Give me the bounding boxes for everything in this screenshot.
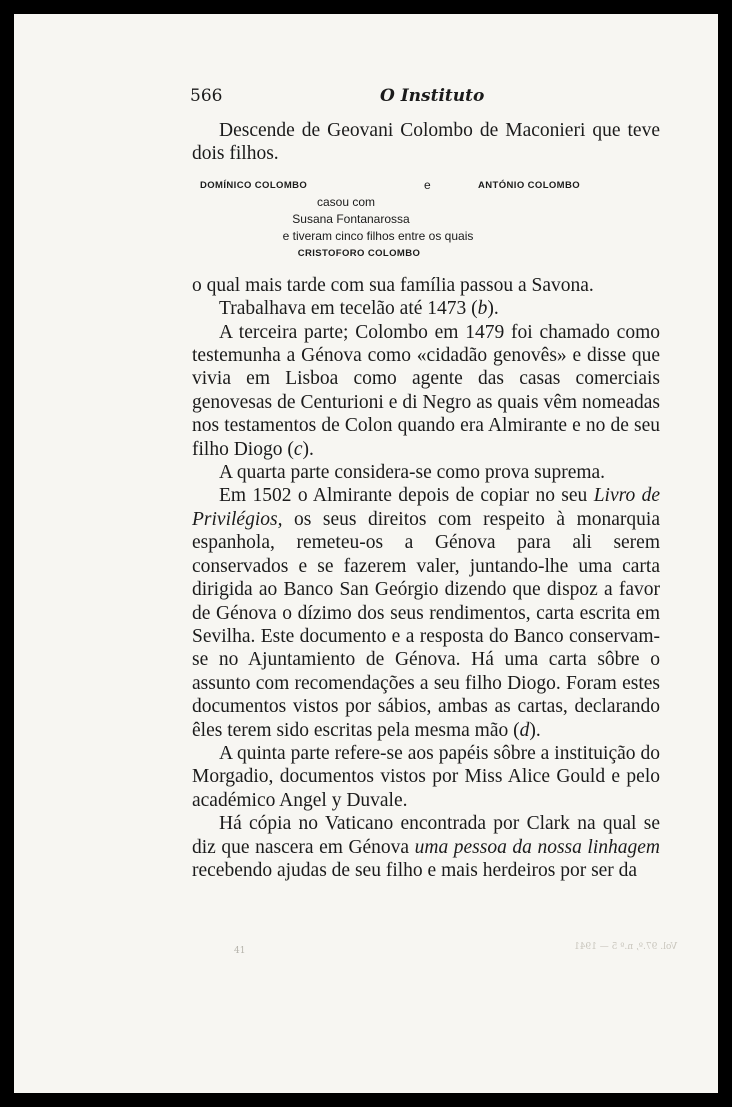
journal-title: O Instituto [380,86,485,106]
name-antonio: ANTÓNIO COLOMBO [478,179,581,191]
paragraph-terceira-parte: A terceira parte; Colombo em 1479 foi chamado como testemunha a Génova como «cidadão genovês» e disse que vivia em Lisboa como agente das casas comerciais genovesas de Centurioni e di Negro as quais vêm nomeadas nos testamentos de Colon quando era Almirante e no de seu filho Diogo (c). [192,321,660,460]
genealogy-brothers [192,177,660,194]
paragraph-trabalhava: Trabalhava em tecelão até 1473 (b). [219,298,499,320]
paragraph-quinta-parte: A quinta parte refere-se aos papéis sôbre a instituição do Morgadio, documentos vistos por Miss Alice Gould e pelo académico Angel y Duvale. [192,742,660,811]
page-sheet [14,14,718,1093]
volume-note: Vol. 97.º, n.º 5 — 1941 [574,942,678,952]
genealogy-connector: e [424,177,431,192]
genealogy-children: e tiveram cinco filhos entre os quais [282,228,474,243]
genealogy-spouse: Susana Fontanarossa [292,211,410,226]
page-number: 566 [190,86,223,106]
paragraph-1502: Em 1502 o Almirante depois de copiar no seu Livro de Privilégios, os seus direitos com respeito à monarquia espanhola, remeteu-os a Génova para ali serem conservados e se fazerem valer, juntando-lhe uma carta dirigida ao Banco San Geórgio dizendo que dispoz a favor de Génova o dízimo dos seus rendimentos, carta escrita em Sevilha. Este documento e a resposta do Banco conservam-se no Ajuntamiento de Génova. Há uma carta sôbre o assunto com recomendações a seu filho Diogo. Foram estes documentos vistos por sábios, ambas as cartas, declarando êles terem sido escritas pela mesma mão (d). [192,485,660,741]
signature-mark: 41 [234,946,246,956]
book-title: Livro de Privilégios, [192,485,660,530]
body-text [192,119,660,882]
genealogy-married: casou com [316,194,376,209]
genealogy-block [192,177,660,262]
paragraph-descende: Descende de Geovani Colombo de Maconieri que teve dois filhos. [192,120,660,165]
name-cristoforo: CRISTOFORO COLOMBO [297,247,421,259]
name-dominico: DOMÍNICO COLOMBO [200,179,308,191]
running-header [190,86,662,108]
paragraph-savona: o qual mais tarde com sua família passou a Savona. [192,274,594,296]
paragraph-quarta-parte: A quarta parte considera-se como prova suprema. [219,462,606,484]
paragraph-vaticano: Há cópia no Vaticano encontrada por Clark na qual se diz que nascera em Génova uma pessoa da nossa linhagem recebendo ajudas de seu filho e mais herdeiros por ser da [192,813,660,881]
quoted-phrase: uma pessoa da nossa linhagem [414,836,660,858]
